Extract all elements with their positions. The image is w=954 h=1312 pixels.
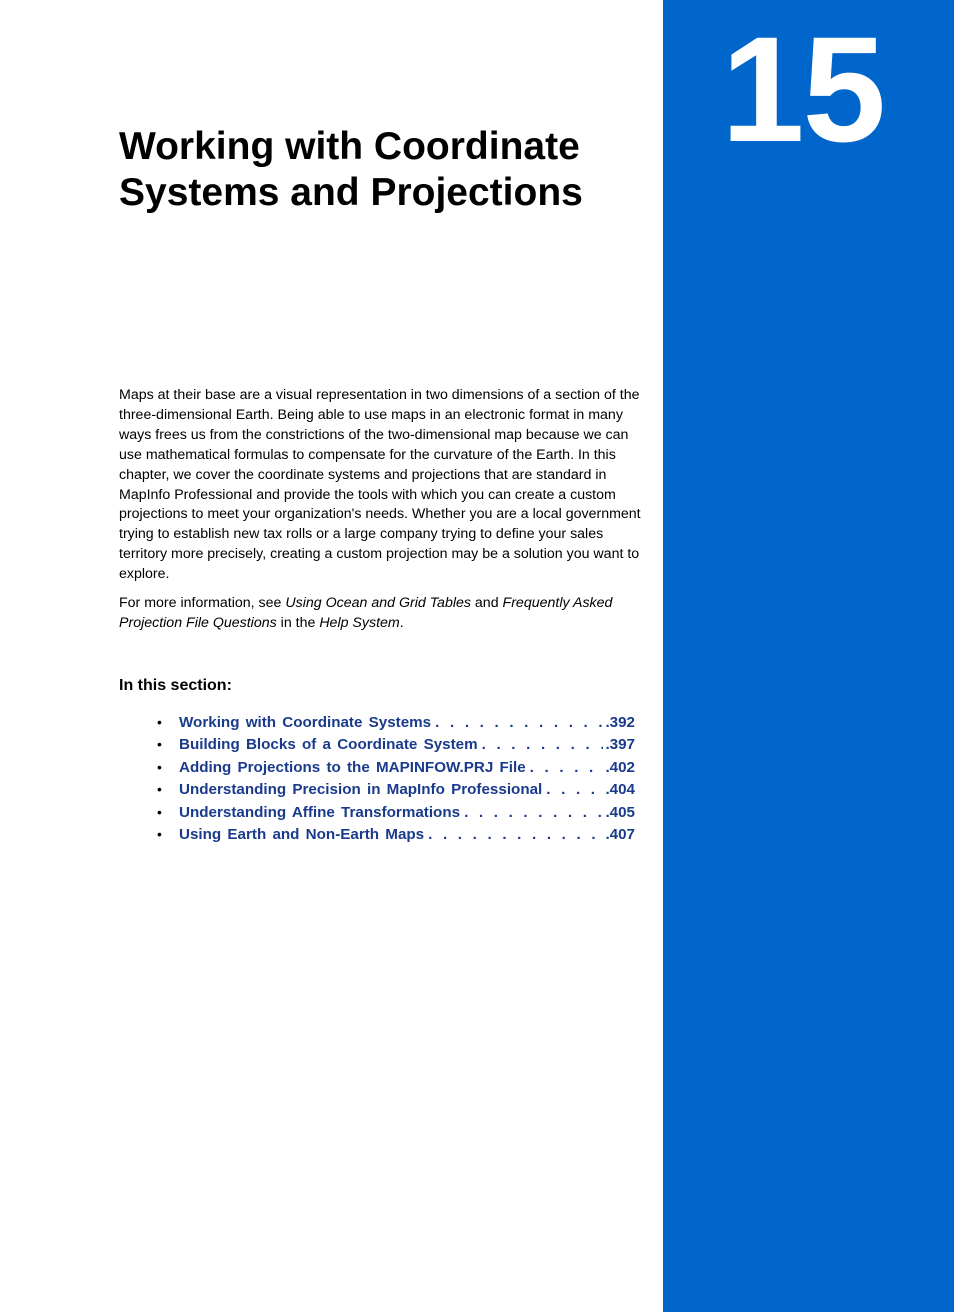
intro-paragraph: Maps at their base are a visual representation in two dimensions of a section of the three-dimensional Earth. Being able to use maps in an electronic format in many ways frees us from the constrictions of the two-dimensional map because we can use mathematical formulas to compensate for the curvature of the Earth. In this chapter, we cover the coordinate systems and projections that are standard in MapInfo Professional and provide the tools with which you can create a custom projections to meet your organization's needs. Whether you are a local government trying to establish new tax rolls or a large company trying to define your sales territory more precisely, creating a custom projection may be a solution you want to explore. xyxy=(119,387,641,583)
toc-link-label[interactable]: Understanding Affine Transformations xyxy=(179,803,461,821)
bullet: • xyxy=(157,736,162,753)
toc-leader-dots xyxy=(428,824,603,846)
ref-projection-file-questions: Frequently Asked Projection File Questions xyxy=(119,595,613,631)
more-info-prefix: For more information, see xyxy=(119,595,286,611)
toc-page-number[interactable]: .397 xyxy=(605,736,635,754)
toc-item-understanding-precision[interactable] xyxy=(157,778,635,800)
toc-page-number[interactable]: .405 xyxy=(605,803,635,821)
more-info-suffix: . xyxy=(399,614,404,631)
toc-page-number[interactable]: .392 xyxy=(605,714,635,731)
toc-leader-dots xyxy=(435,712,603,734)
chapter-number: 15 xyxy=(721,5,884,173)
toc-leader-dots xyxy=(464,802,603,824)
bullet: • xyxy=(157,803,162,820)
ref-help-system: Help System xyxy=(319,614,400,631)
toc-link-label[interactable]: Working with Coordinate Systems xyxy=(179,714,432,731)
chapter-title: Working with Coordinate Systems and Projections xyxy=(119,125,583,214)
more-info-mid2: in the xyxy=(276,614,320,631)
bullet: • xyxy=(157,781,162,798)
chapter-side-band xyxy=(663,0,954,1312)
toc-item-affine-transformations[interactable] xyxy=(157,801,635,823)
bullet: • xyxy=(157,825,162,842)
toc-link-label[interactable]: Adding Projections to the MAPINFOW.PRJ File xyxy=(179,758,526,776)
toc-link-label[interactable]: Building Blocks of a Coordinate System xyxy=(179,736,478,754)
bullet: • xyxy=(157,758,162,775)
toc-page-number[interactable]: .402 xyxy=(605,758,635,776)
toc-leader-dots xyxy=(530,757,604,779)
toc-item-earth-non-earth-maps[interactable] xyxy=(157,823,635,845)
toc-leader-dots xyxy=(546,779,603,801)
toc-item-adding-projections[interactable] xyxy=(157,756,635,778)
toc-link-label[interactable]: Using Earth and Non-Earth Maps xyxy=(179,825,425,843)
section-heading: In this section: xyxy=(119,677,232,694)
more-info-mid1: and xyxy=(470,595,503,611)
toc-leader-dots xyxy=(482,734,604,756)
toc-item-building-blocks[interactable] xyxy=(157,733,635,755)
more-info-paragraph xyxy=(119,594,646,634)
ref-ocean-grid-tables: Using Ocean and Grid Tables xyxy=(285,595,471,611)
toc-link-label[interactable]: Understanding Precision in MapInfo Professional xyxy=(179,781,543,799)
section-toc xyxy=(157,711,635,845)
toc-page-number[interactable]: .407 xyxy=(605,825,635,843)
toc-page-number[interactable]: .404 xyxy=(605,781,635,799)
bullet: • xyxy=(157,714,162,730)
toc-item-coordinate-systems[interactable] xyxy=(157,711,635,733)
